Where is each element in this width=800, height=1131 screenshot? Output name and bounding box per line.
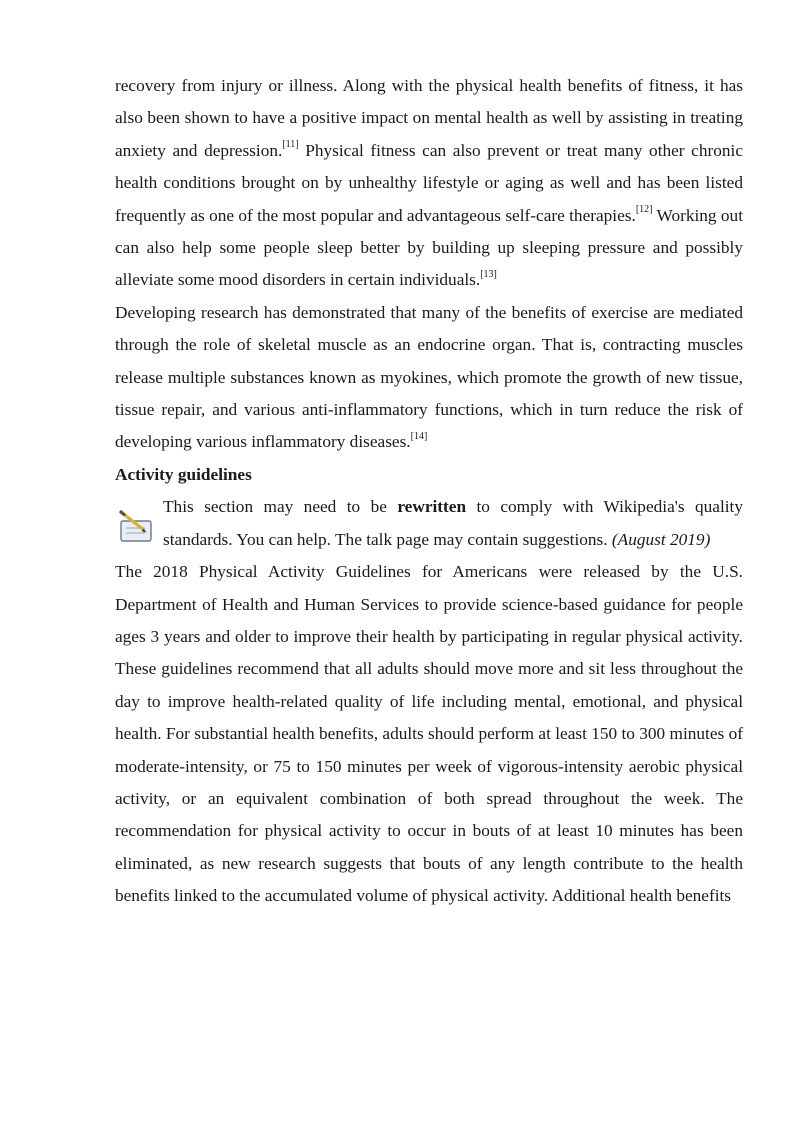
paragraph-guidelines: The 2018 Physical Activity Guidelines for Americans were released by the U.S. Department of Health and Human Services to provide science-based guidance for people ages 3 years and older to improve their health by participating in regular physical activity. These guidelines recommend that all adults should move more and sit less throughout the day to improve health-related quality of life including mental, emotional, and physical health. For substantial health benefits, adults should perform at least 150 to 300 minutes of moderate-intensity, or 75 to 150 minutes per week of vigorous-intensity aerobic physical activity, or an equivalent combination of both spread throughout the week. The recommendation for physical activity to occur in bouts of at least 10 minutes has been eliminated, as new research suggests that bouts of any length contribute to the health benefits linked to the accumulated volume of physical activity. Additional health benefits [115,562,743,906]
notice-date: (August 2019) [611,529,711,549]
paragraph-text: Physical fitness can also prevent or treat many other chronic health conditions brought on by unhealthy lifestyle or aging as well and has been listed frequently as one of the most popular and advantageous self-care therapies. [115,140,744,225]
citation-ref[interactable]: [13] [480,268,497,280]
edit-note-icon [117,509,155,545]
notice-bold-word: rewritten [397,497,467,517]
citation-ref[interactable]: [12] [635,203,653,215]
section-heading: Activity guidelines [115,464,252,484]
citation-ref[interactable]: [14] [410,430,428,442]
paragraph-text: recovery from injury or illness. Along with the physical health benefits of fitness, it has also been shown to have a positive impact on mental health as well by assisting in treating anxiety and depression. [115,76,743,160]
paragraph-skeletal-muscle [115,297,743,459]
rewrite-notice [115,491,743,556]
paragraph-fitness-benefits [115,70,743,297]
notice-text-part: This section may need to be [163,497,398,517]
notice-text-part: to comply with Wikipedia's quality standards. You can help. The talk page may contain suggestions. [163,497,743,549]
document-page [115,70,743,913]
paragraph-text: Developing research has demonstrated that many of the benefits of exercise are mediated through the role of skeletal muscle as an endocrine organ. That is, contracting muscles release multiple substances known as myokines, which promote the growth of new tissue, tissue repair, and various anti-inflammatory functions, which in turn reduce the risk of developing various inflammatory diseases. [115,302,743,452]
citation-ref[interactable]: [11] [282,139,299,151]
notice-text [163,491,743,556]
paragraph-text: Working out can also help some people sleep better by building up sleeping pressure and possibly alleviate some mood disorders in certain individuals. [115,205,743,290]
